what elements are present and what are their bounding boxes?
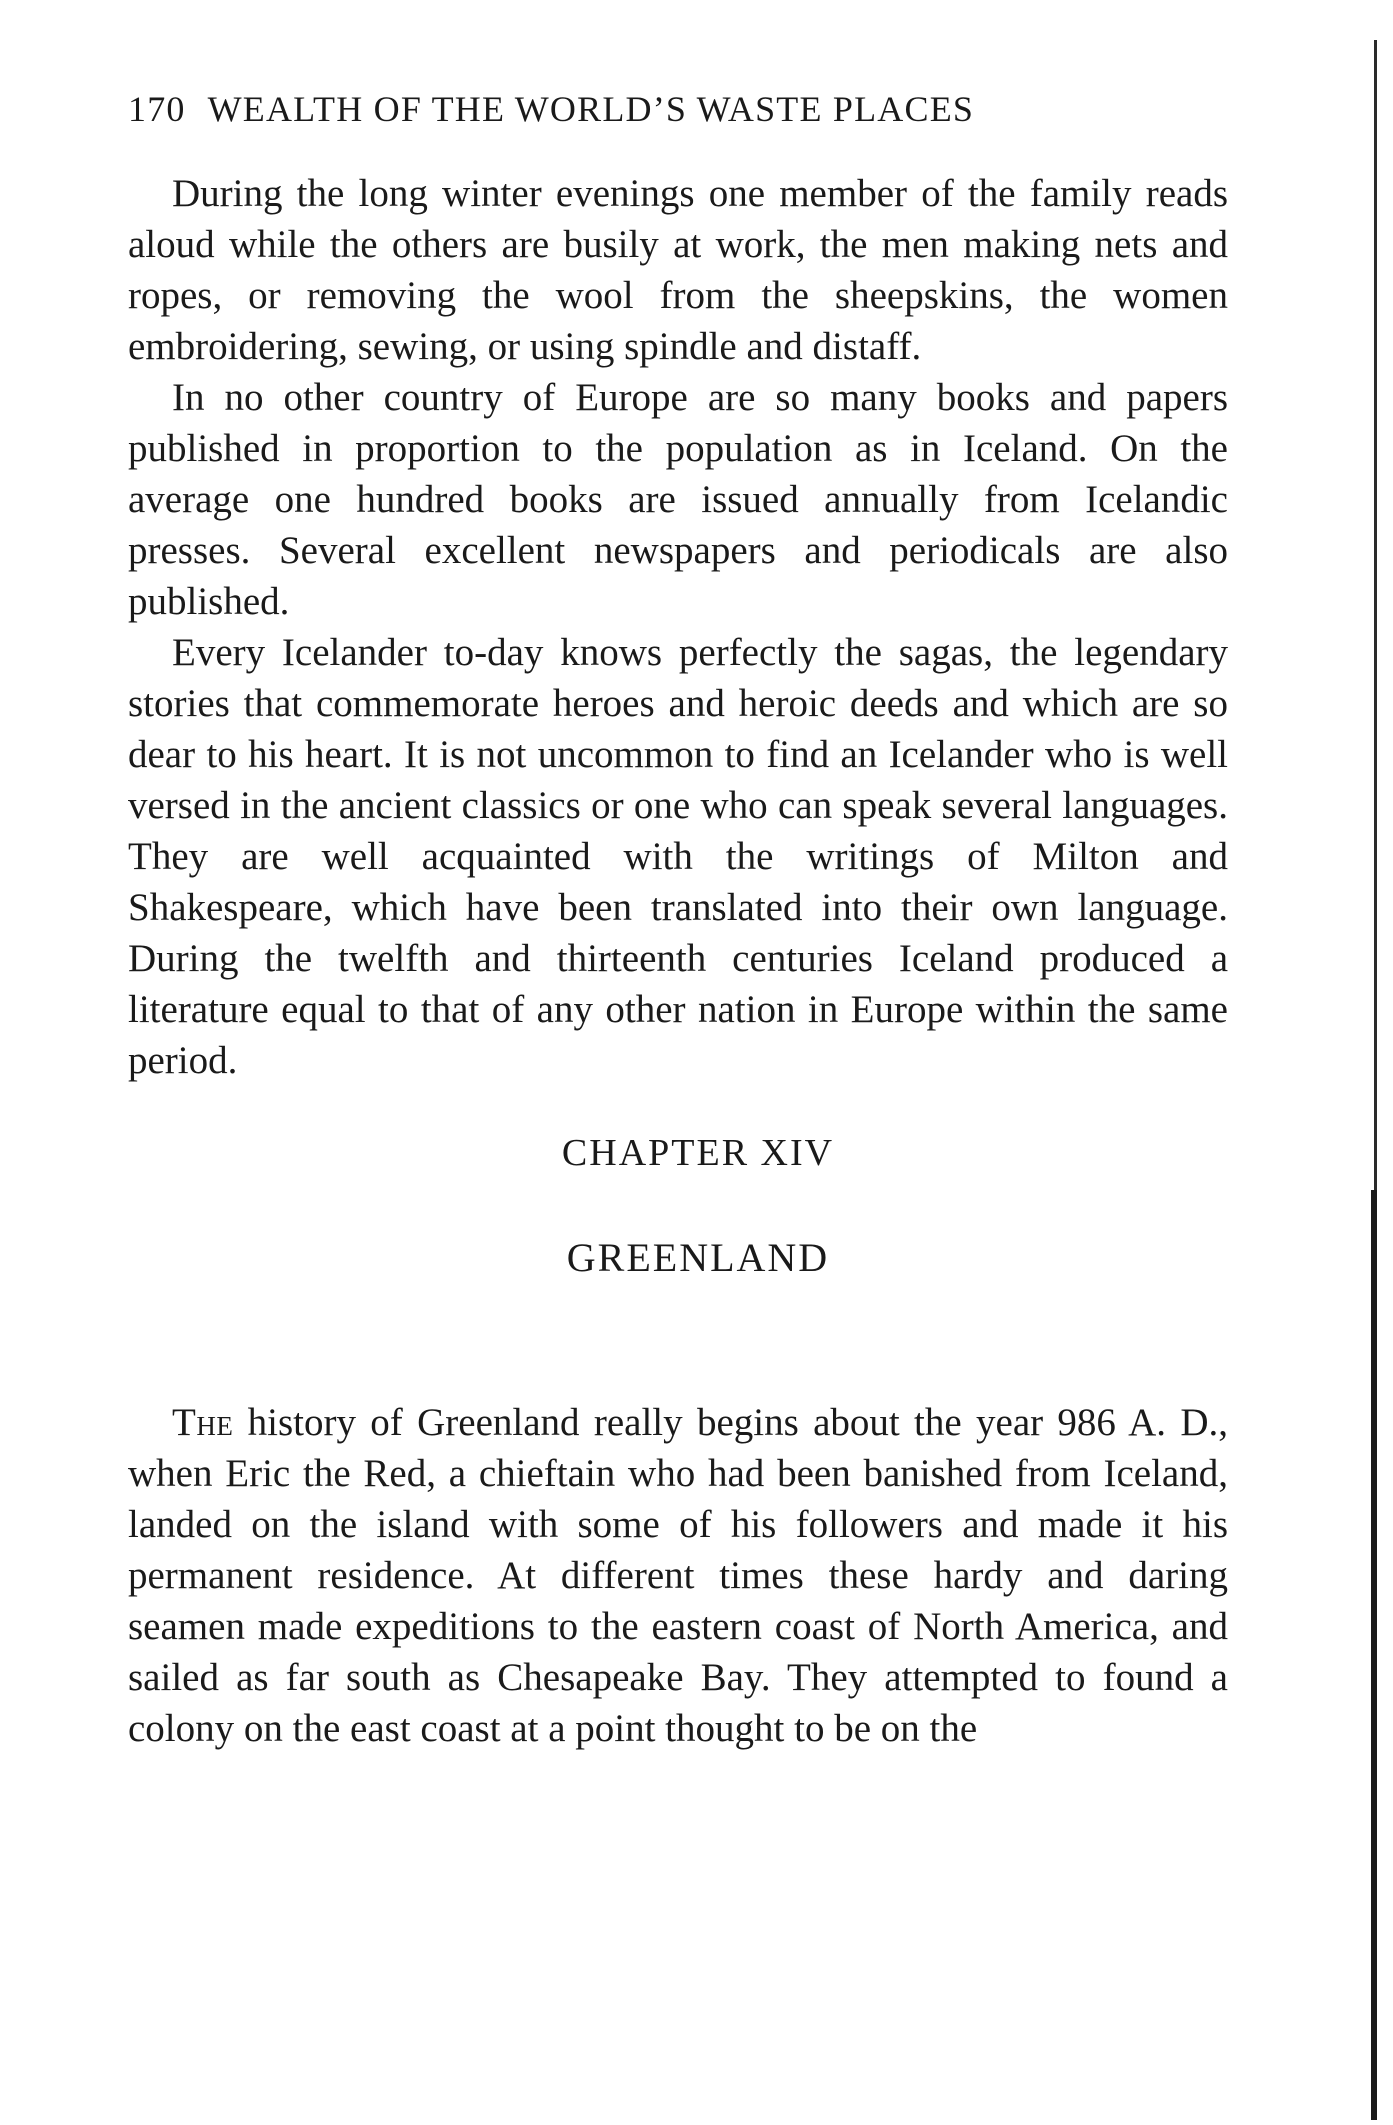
page-edge-shadow (1371, 1190, 1377, 2120)
book-page (128, 0, 1228, 2125)
paragraph-winter-evenings: During the long winter evenings one member of the family reads aloud while the others are busily at work, the men making nets and ropes, or removing the wool from the sheepskins, the women embroidering, sewing, or using spindle and distaff. (128, 172, 1228, 368)
chapter-title: GREENLAND (566, 1235, 830, 1280)
running-title: WEALTH OF THE WORLD’S WASTE PLACES (207, 89, 975, 129)
paragraph-greenland-history (128, 1397, 1228, 1754)
greenland-section (128, 1397, 1228, 1754)
chapter-number: CHAPTER XIV (561, 1132, 835, 1174)
paragraph-sagas: Every Icelander to-day knows perfectly the sagas, the legendary stories that commemorate heroes and heroic deeds and which are so dear to his heart. It is not uncommon to find an Icelander who is well versed in the ancient classics or one who can speak several languages. They are well acquainted with the writings of Milton and Shakespeare, which have been translated into their own language. During the twelfth and thirteenth centuries Iceland produced a literature equal to that of any other nation in Europe within the same period. (128, 631, 1228, 1082)
running-head (128, 88, 1228, 130)
opening-text: history of Greenland really begins about the year 986 A. D., when Eric the Red, a chieftain who had been banished from Iceland, landed on the island with some of his followers and made it his permanent residence. At different times these hardy and daring seamen made expeditions to the eastern coast of North America, and sailed as far south as Chesapeake Bay. They attempted to found a colony on the east coast at a point thought to be on the (128, 1401, 1228, 1750)
opening-lead-word: The (172, 1401, 234, 1444)
iceland-section (128, 168, 1228, 1086)
paragraph-books-published: In no other country of Europe are so many books and papers published in proportion to the population as in Iceland. On the average one hundred books are issued annually from Icelandic presses. Several excellent newspapers and periodicals are also published. (128, 376, 1228, 623)
page-number: 170 (128, 89, 186, 129)
